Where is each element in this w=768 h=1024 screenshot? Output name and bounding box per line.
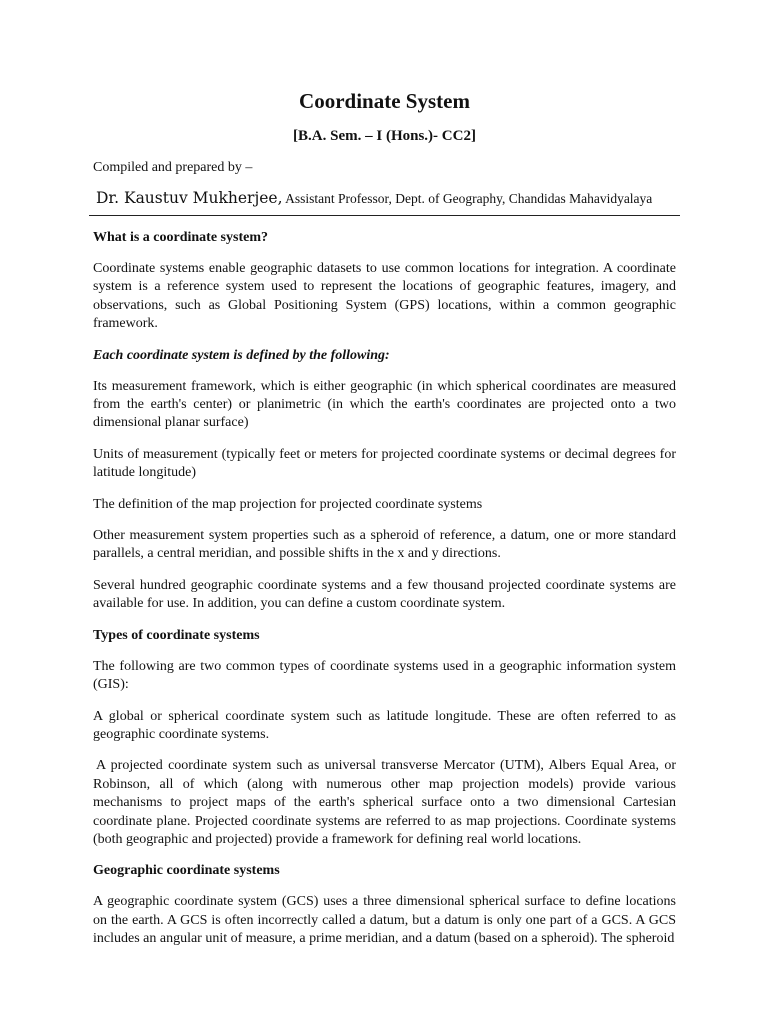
section-heading-types: Types of coordinate systems (93, 627, 260, 643)
section-heading-geographic: Geographic coordinate systems (93, 863, 280, 879)
author-name: Dr. Kaustuv Mukherjee, (96, 189, 283, 207)
section-heading-defined-by: Each coordinate system is defined by the following: (93, 347, 390, 363)
document-subtitle: [B.A. Sem. – I (Hons.)- CC2] (293, 128, 476, 144)
paragraph-projected-system: A projected coordinate system such as universal transverse Mercator (UTM), Albers Equal Area, or Robinson, all of which (along with numerous other map projection models) provide various mechanisms to project maps of the earth's spherical surface onto a two dimensional Cartesian coordinate plane. Projected coordinate systems are referred to as map projections. Coordinate systems (both geographic and projected) provide a framework for defining real world locations. (93, 758, 676, 847)
paragraph-intro: Coordinate systems enable geographic datasets to use common locations for integration. A coordinate system is a reference system used to represent the locations of geographic features, imagery, and observations, such as Global Positioning System (GPS) locations, within a common geographic framework. (93, 261, 676, 332)
section-heading-what-is: What is a coordinate system? (93, 230, 268, 245)
paragraph-units: Units of measurement (typically feet or meters for projected coordinate systems or decimal degrees for latitude longitude) (93, 446, 676, 481)
compiled-by-line: Compiled and prepared by – (93, 160, 253, 175)
author-line (89, 187, 680, 216)
paragraph-gcs: A geographic coordinate system (GCS) uses a three dimensional spherical surface to define locations on the earth. A GCS is often incorrectly called a datum, but a datum is only one part of a GCS. A GCS includes an angular unit of measure, a prime meridian, and a datum (based on a spheroid). The spheroid (93, 894, 676, 947)
paragraph-other-properties: Other measurement system properties such as a spheroid of reference, a datum, one or more standard parallels, a central meridian, and possible shifts in the x and y directions. (93, 528, 676, 562)
paragraph-several-hundred: Several hundred geographic coordinate systems and a few thousand projected coordinate systems are available for use. In addition, you can define a custom coordinate system. (93, 577, 676, 612)
document-title: Coordinate System (299, 89, 470, 113)
paragraph-measurement-framework: Its measurement framework, which is either geographic (in which spherical coordinates are measured from the earth's center) or planimetric (in which the earth's coordinates are projected onto a two dimensional planar surface) (93, 378, 676, 431)
paragraph-global-system: A global or spherical coordinate system such as latitude longitude. These are often referred to as geographic coordinate systems. (93, 708, 676, 742)
author-role: Assistant Professor, Dept. of Geography, Chandidas Mahavidyalaya (282, 191, 653, 206)
paragraph-types-intro: The following are two common types of coordinate systems used in a geographic information system (GIS): (93, 658, 676, 693)
paragraph-map-projection: The definition of the map projection for projected coordinate systems (93, 496, 483, 512)
